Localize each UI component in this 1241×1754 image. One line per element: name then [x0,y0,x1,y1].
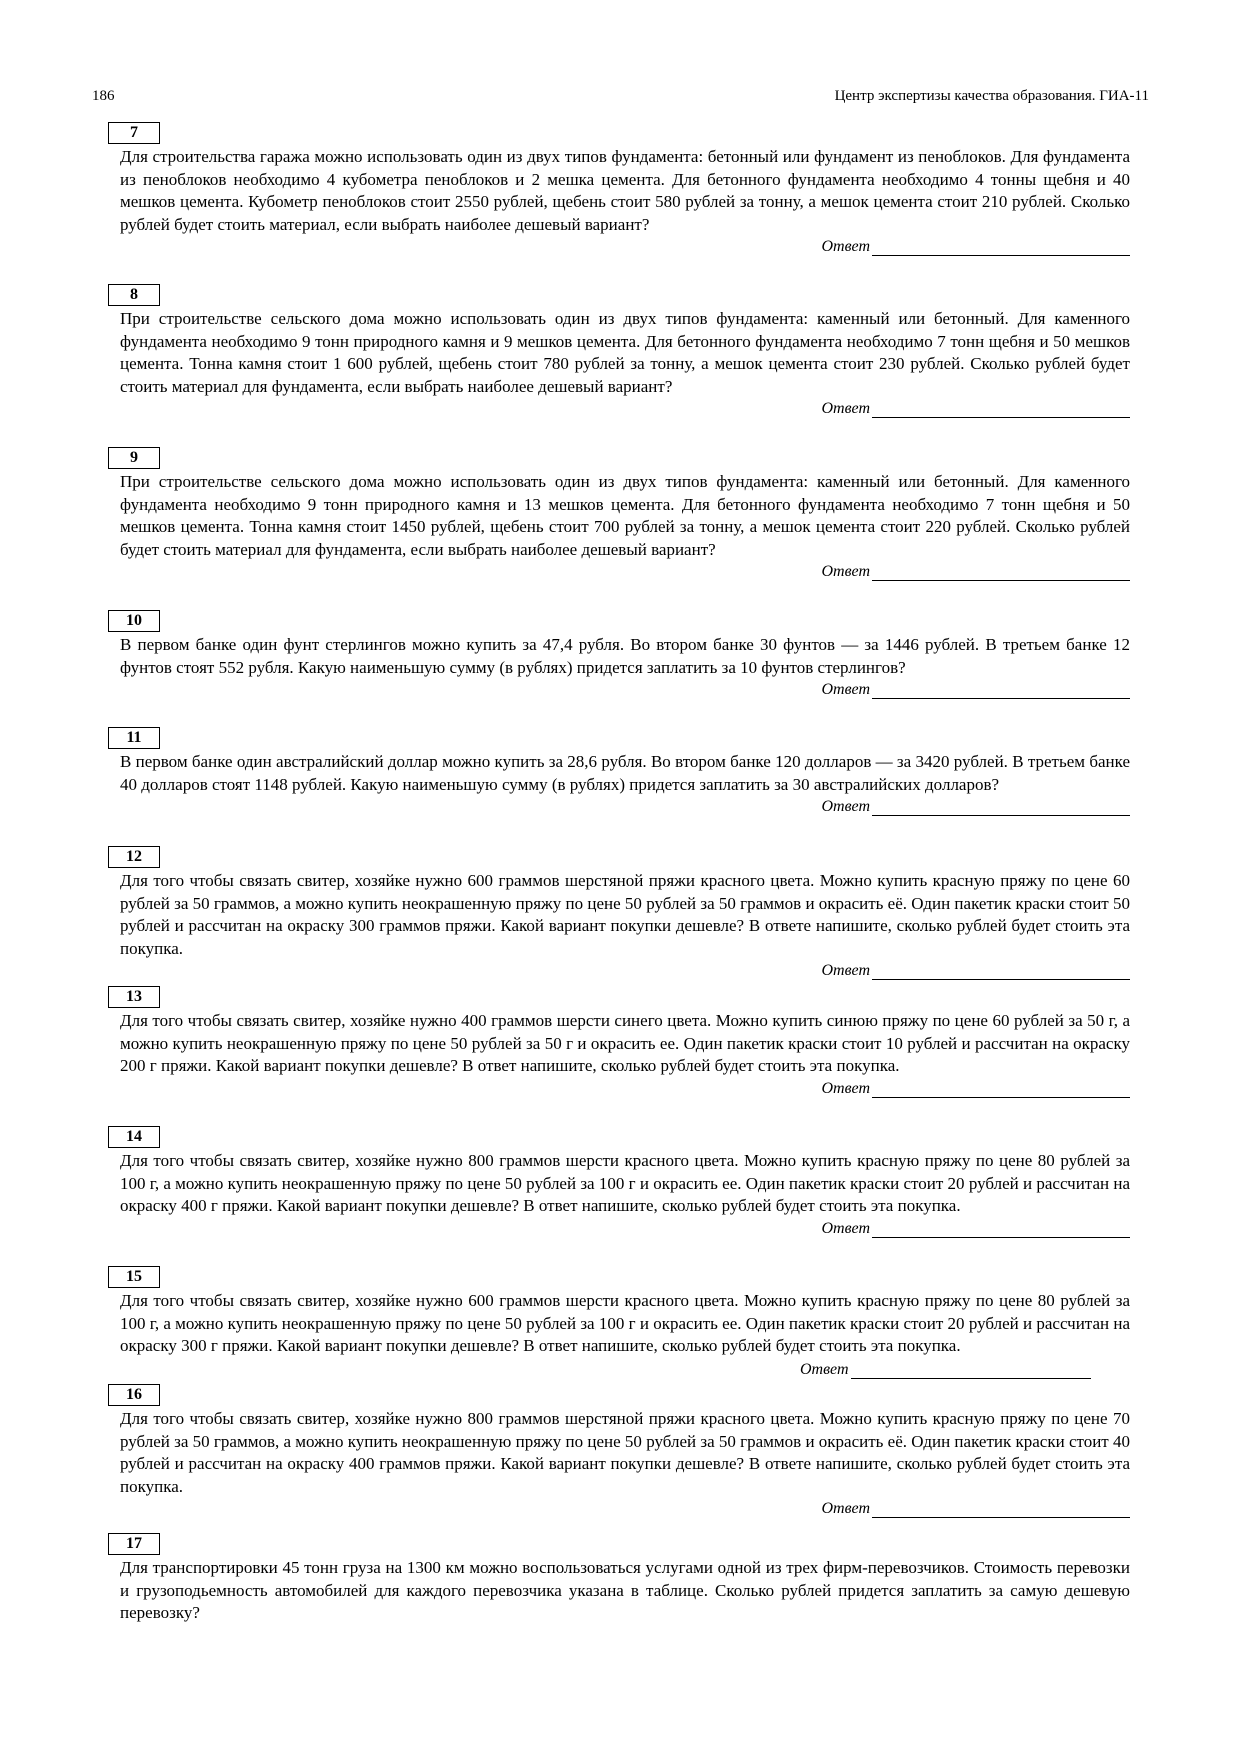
answer-field[interactable] [872,400,1130,418]
answer-row [120,1220,1130,1242]
task-number: 17 [108,1533,160,1555]
answer-field[interactable] [872,962,1130,980]
answer-row-task-15 [800,1361,1091,1379]
task-text: Для строительства гаража можно использовать один из двух типов фундамента: бетонный или фундамент из пеноблоков. Для фундамента из пеноблоков необходимо 4 кубометра пеноблоков и 2 мешка цемента. Для бетонного фундамента необходимо 4 тонны щебня и 40 мешков цемента. Кубометр пеноблоков стоит 2550 рублей, щебень стоит 580 рублей за тонну, а мешок цемента стоит 210 рублей. Сколько рублей будет стоить материал, если выбрать наиболее дешевый вариант? [120,147,1130,234]
answer-row [120,400,1130,422]
task-number: 13 [108,986,160,1008]
task-9 [120,447,1130,610]
answer-field[interactable] [872,1220,1130,1238]
task-17 [120,1533,1130,1625]
task-text: Для того чтобы связать свитер, хозяйке нужно 800 граммов шерстяной пряжи красного цвета. Можно купить красную пряжу по цене 70 рублей за 50 граммов, а можно купить неокрашенную пряжу по цене 50 рублей за 50 граммов и окрасить её. Один пакетик краски стоит 40 рублей и рассчитан на окраску 400 граммов пряжи. Какой вариант покупки дешевле? В ответе напишите, сколько рублей будет стоить эта покупка. [120,1409,1130,1496]
page-number: 186 [92,88,115,104]
answer-row [120,962,1130,984]
task-text: Для того чтобы связать свитер, хозяйке нужно 600 граммов шерстяной пряжи красного цвета. Можно купить красную пряжу по цене 60 рублей за 50 граммов, а можно купить неокрашенную пряжу по цене 50 рублей за 50 граммов и окрасить её. Один пакетик краски стоит 50 рублей и рассчитан на окраску 300 граммов пряжи. Какой вариант покупки дешевле? В ответе напишите, сколько рублей будет стоить эта покупка. [120,871,1130,958]
answer-field[interactable] [872,798,1130,816]
answer-label: Ответ [821,962,870,979]
answer-label: Ответ [821,238,870,255]
answer-row [120,681,1130,703]
answer-label: Ответ [800,1361,849,1378]
answer-field[interactable] [872,563,1130,581]
task-number: 10 [108,610,160,632]
answer-field[interactable] [851,1361,1091,1379]
task-16 [120,1384,1130,1533]
task-number: 15 [108,1266,160,1288]
answer-field[interactable] [872,1080,1130,1098]
task-7 [120,122,1130,284]
task-number: 14 [108,1126,160,1148]
answer-label: Ответ [821,681,870,698]
answer-label: Ответ [821,563,870,580]
answer-row [120,1080,1130,1102]
task-number: 7 [108,122,160,144]
task-number: 16 [108,1384,160,1406]
task-13 [120,986,1130,1126]
task-text: Для того чтобы связать свитер, хозяйке нужно 400 граммов шерсти синего цвета. Можно купить синюю пряжу по цене 60 рублей за 50 г, а можно купить неокрашенную пряжу по цене 50 рублей за 50 г и окрасить ее. Один пакетик краски стоит 10 рублей и рассчитан на окраску 200 г пряжи. Какой вариант покупки дешевле? В ответ напишите, сколько рублей будет стоить эта покупка. [120,1011,1130,1075]
answer-row [120,238,1130,260]
task-text: Для того чтобы связать свитер, хозяйке нужно 800 граммов шерсти красного цвета. Можно купить красную пряжу по цене 80 рублей за 100 г, а можно купить неокрашенную пряжу по цене 50 рублей за 100 г и окрасить ее. Один пакетик краски стоит 20 рублей и рассчитан на окраску 400 г пряжи. Какой вариант покупки дешевле? В ответ напишите, сколько рублей будет стоить эта покупка. [120,1151,1130,1215]
task-14 [120,1126,1130,1266]
task-text: В первом банке один фунт стерлингов можно купить за 47,4 рубля. Во втором банке 30 фунтов — за 1446 рублей. В третьем банке 12 фунтов стоят 552 рубля. Какую наименьшую сумму (в рублях) придется заплатить за 10 фунтов стерлингов? [120,635,1130,677]
task-8 [120,284,1130,447]
answer-row [120,1500,1130,1522]
answer-field[interactable] [872,681,1130,699]
answer-label: Ответ [821,798,870,815]
task-text: Для того чтобы связать свитер, хозяйке нужно 600 граммов шерсти красного цвета. Можно купить красную пряжу по цене 80 рублей за 100 г, а можно купить неокрашенную пряжу по цене 50 рублей за 100 г и окрасить ее. Один пакетик краски стоит 20 рублей и рассчитан на окраску 300 г пряжи. Какой вариант покупки дешевле? В ответ напишите, сколько рублей будет стоить эта покупка. [120,1291,1130,1355]
task-10 [120,610,1130,727]
task-12 [120,846,1130,986]
task-text: При строительстве сельского дома можно использовать один из двух типов фундамента: каменный или бетонный. Для каменного фундамента необходимо 9 тонн природного камня и 13 мешков цемента. Для бетонного фундамента необходимо 7 тонн щебня и 50 мешков цемента. Тонна камня стоит 1450 рублей, щебень стоит 700 рублей за тонну, а мешок цемента стоит 220 рублей. Сколько рублей будет стоить материал для фундамента, если выбрать наиболее дешевый вариант? [120,472,1130,559]
task-text: Для транспортировки 45 тонн груза на 1300 км можно воспользоваться услугами одной из трех фирм-перевозчиков. Стоимость перевозки и грузоподьемность автомобилей для каждого перевозчика указана в таблице. Сколько рублей придется заплатить за самую дешевую перевозку? [120,1558,1130,1622]
answer-field[interactable] [872,238,1130,256]
answer-field[interactable] [872,1500,1130,1518]
answer-label: Ответ [821,1079,870,1097]
task-number: 8 [108,284,160,306]
answer-row [120,798,1130,820]
answer-label: Ответ [821,1500,870,1517]
task-list [120,122,1130,1625]
task-number: 11 [108,727,160,749]
answer-row [120,563,1130,585]
answer-label: Ответ [821,1219,870,1237]
task-11 [120,727,1130,846]
task-number: 12 [108,846,160,868]
task-number: 9 [108,447,160,469]
task-text: В первом банке один австралийский доллар можно купить за 28,6 рубля. Во втором банке 120 долларов — за 3420 рублей. В третьем банке 40 долларов стоят 1148 рублей. Какую наименьшую сумму (в рублях) придется заплатить за 30 австралийских долларов? [120,752,1130,794]
header-title: Центр экспертизы качества образования. ГИА-11 [834,88,1149,104]
task-text: При строительстве сельского дома можно использовать один из двух типов фундамента: каменный или бетонный. Для каменного фундамента необходимо 9 тонн природного камня и 9 мешков цемента. Для бетонного фундамента необходимо 7 тонн щебня и 50 мешков цемента. Тонна камня стоит 1 600 рублей, щебень стоит 780 рублей за тонну, а мешок цемента стоит 230 рублей. Сколько рублей будет стоить материал для фундамента, если выбрать наиболее дешевый вариант? [120,309,1130,396]
answer-label: Ответ [821,400,870,417]
